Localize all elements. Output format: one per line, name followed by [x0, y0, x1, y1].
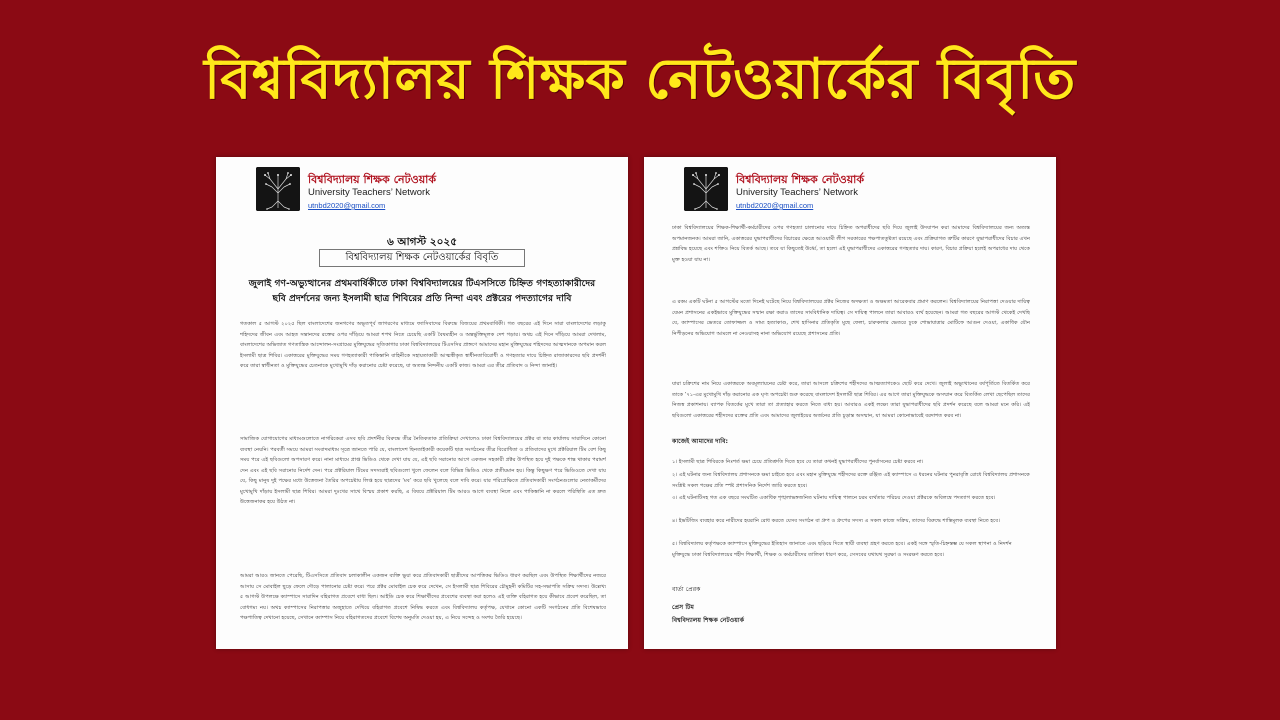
network-logo-icon: [256, 167, 300, 211]
org-name-bangla: বিশ্ববিদ্যালয় শিক্ষক নেটওয়ার্ক: [736, 173, 865, 186]
signature-org: বিশ্ববিদ্যালয় শিক্ষক নেটওয়ার্ক: [672, 617, 745, 624]
demand-item: ৪। ইভটিজিং ব্যবহার করে নারীদের হয়রানি রোধ করতে যেসব সংগঠন বা গ্রুপ ও গ্রুপের সদস্য এ সকল কাজে সক্রিয়, তাদের বিরুদ্ধে শাস্তিমূলক ব্যবস্থা নিতে হবে।: [672, 518, 1000, 524]
demand-item: ৫। বিশ্ববিদ্যালয় কর্তৃপক্ষকে ক্যাম্পাসে মুক্তিযুদ্ধের ইতিহাস জানাতে এবং ছড়িয়ে দিতে স্থায়ী ব্যবস্থা গ্রহণ করতে হবে। একই সঙ্গে স্মৃতি-চিহ্নস্তম্ভ যে সকল স্থাপনা ও নিদর্শন মুক্তিযুদ্ধে ঢাকা বিশ্ববিদ্যালয়ের শহীদ শিক্ষার্থী, শিক্ষক ও কর্মচারীদের তালিকা ধারণ করে, সেসবের যথাযথ সুরক্ষা ও সংরক্ষণ করতে হবে।: [672, 541, 1012, 558]
paragraph: সামাজিক যোগাযোগের মাধ্যমগুলোতে নাগরিকেরা এসব ছবি প্রদর্শনীর বিরুদ্ধে তীব্র নৈতিকতাক প্রতিক্রিয়া দেখালেও ঢাকা বিশ্ববিদ্যালয়ের প্রক্টর বা তার কার্যালয় সারাদিনে কোনো ব্যবস্থা নেয়নি। পরবর্তী সময়ে আমরা সংবাদমাধ্যম সূত্রে জানতে পারি যে, বাংলাদেশ ছিনতাইকারী কয়েকটি ছাত্র সংগঠনের তীব্র বিরোধিতা ও প্রতিবাদের মুখে প্রক্টরিয়াল টিম বেশ কিছু সময় পরে এই ছবিগুলো অপসারণ করে। নানা মাধ্যমে প্রাপ্ত ভিডিও থেকে দেখা যায় যে, এই ছবি সরানোর আগে একজন সহকারী প্রক্টর উপস্থিত হয়ে দুই পক্ষকে শান্ত থাকার পরামর্শ দেন এবং এই ছবি সরানোর নির্দেশ দেন। পরে প্রক্টরিয়াল টিমের সদস্যরাই ছবিগুলো খুলে ফেলেন বলে বিভিন্ন ভিডিও থেকে প্রতীয়মান হয়। কিন্তু কিছুক্ষণ পরে ভিডিওতে দেখা যায় যে, কিছু মানুষ দুই পক্ষের মধ্যে উত্তেজনা তৈরির অপচেষ্টায় লিপ্ত হয়ে ছাত্রদের ‘মব’ করে ছবি খুলেছে বলে দাবি করে। যার পরিপ্রেক্ষিতে প্রতিবাদকারী সংগঠনগুলোর নেতাকর্মীদের মুখোমুখি দাঁড়ায় ইসলামী ছাত্র শিবির। আমরা দুঃখের সাথে বিস্ময় প্রকাশ করছি, এ বিষয়ে প্রক্টরিয়াল টিম আরও আগে ব্যবস্থা নিলে এবং পাকিস্তানি না করলে পরিস্থিতি এত দ্রুত উত্তেজনাকর হয়ে উঠত না।: [240, 436, 606, 505]
paragraph: আমরা আরও জানতে পেরেছি, টিএসসিতে প্রতিবাদ চলাকালীন একজন ব্যক্তি ভুয়া করে প্রতিবাদকারী ছাত্রীদের আপত্তিকর ভিডিও ধারণ করছিল এবং উপস্থিত শিক্ষার্থীদের নজরে আসায় সে মোবাইল ছুড়ে ফেলে দৌড়ে পালানোর চেষ্টা করে। পরে প্রক্টর মোবাইল চেক করে দেখেন, সে ইসলামী ছাত্র শিবিরের চৌমুহনী কমিটির সহ-সভাপতি সক্রিয় সদস্য। উল্লেখ্য ৫ আগস্ট উপলক্ষে ক্যাম্পাসে সারাদিন বহিরাগত প্রবেশে বাধা ছিল। আইডি চেক করে শিক্ষার্থীদের প্রবেশের ব্যবস্থা করা হলেও এই ব্যক্তি বহিরাগত হয়ে কীভাবে প্রবেশ করেছিল, তা বোধগম্য নয়। অথচ ক্যাম্পাসের নিরাপত্তার অজুহাতে দেখিয়ে বহিরাগত প্রবেশে নিষিদ্ধ করতে এবং বিশ্ববিদ্যালয় কর্তৃপক্ষ, যেখানে কোনো একটি সংগঠনের প্রতি বিশেষভাবে পক্ষপাতিত্ব দেখানো হয়েছে, সেখানে ক্যাম্পাস নিয়ে বহিরাগতদের প্রবেশে বিশেষ অনুমতি দেওয়া হয়, এ নিয়ে সন্দেহ ও সংশয় তৈরি হয়েছে।: [240, 573, 606, 621]
letterhead: [256, 167, 556, 215]
demand-item: ৩। এই ঘটনাটিসহ গত এক বছরে সংঘটিত একাধিক শৃঙ্খলাভঙ্গজনিত ঘটনায় দায়িত্ব পালনে চরম ব্যর্থতার পরিচয় দেওয়া প্রক্টরকে অবিলম্বে পদত্যাগ করতে হবে।: [672, 495, 996, 501]
network-logo-icon: [684, 167, 728, 211]
letterhead: [684, 167, 984, 215]
paragraph: যারা চক্রিশের নাম নিয়ে একাত্তরকে অবমূল্যায়নের চেষ্টা করে, তারা আসলে চক্রিশের শহীদদের আত্মত্যাগকেও ছোট করে দেখে। জুলাই অভ্যুত্থানের বর্ষপূর্তিতে বিতর্কিত করে তাকে ’৭১-এর মুখোমুখি দাঁড় করানোর এক ঘৃণ্য অপচেষ্টা শুরু করেছে বাংলাদেশ ইসলামী ছাত্র শিবির। এর আগে তারা মুক্তিযুদ্ধকে অসম্মান করে বিতর্কিত লেখা ছেপেছিল তাদের নিজস্ব প্রকাশনায়। ব্যাপক বিতর্কের মুখে তারা তা প্রত্যাহার করতে নিতে বাধ্য হয়। আবারও একই লক্ষ্যে তারা যুদ্ধাপরাধীদের ছবি প্রদর্শন করেছে বলে আমরা মনে করি। এই ছবিগুলো একাত্তরের শহীদদের রক্তের প্রতি এবং আমাদের জুলাইয়ের অর্জনের প্রতি চূড়ান্ত অসম্মান, যা আমরা কোনোভাবেই বরদাশত করব না।: [672, 381, 1030, 419]
statement-page-2: [644, 157, 1056, 649]
org-email-link[interactable]: utnbd2020@gmail.com: [736, 201, 814, 210]
headline-title: বিশ্ববিদ্যালয় শিক্ষক নেটওয়ার্কের বিবৃতি: [204, 47, 1076, 112]
statement-date: ৬ আগস্ট ২০২৫: [386, 236, 458, 248]
demand-item: ১। ইসলামী ছাত্র শিবিরকে নিঃশর্ত ক্ষমা চেয়ে প্রতিশ্রুতি দিতে হবে যে তারা কখনই যুদ্ধাপরাধীদের পুনর্বাসনের চেষ্টা করবে না।: [672, 459, 924, 465]
demands-heading: কাজেই আমাদের দাবি:: [672, 438, 728, 445]
signature-team: প্রেস টিম: [672, 604, 694, 611]
paragraph: গতকাল ৫ আগস্ট ২০২৫ ছিল বাংলাদেশের জনগণের অভূতপূর্ব জাগরণের মাধ্যমে ফ্যাসিবাদের বিরুদ্ধে বিজয়ের প্রথমবার্ষিকী। গত বছরের এই দিনে সারা বাংলাদেশের লড়াকু শহিদদের জীবন এবং আহত সন্তানদের রক্তের ওপর দাঁড়িয়ে আমরা শপথ নিতে চেয়েছি একটি বৈষম্যহীন ও অন্তর্ভুক্তিমূলক দেশ গড়ার। অথচ এই দিনে দাঁড়িয়ে আমরা দেখলাম, বাংলাদেশের অভিজাত গণতান্ত্রিক আন্দোলন-সংগ্রামের মুক্তিযুদ্ধের সূতিকাগার ঢাকা বিশ্ববিদ্যালয়ের টিএসসির প্রাঙ্গণে আমাদের মহান মুক্তিযুদ্ধের শহিদদের আত্মদানকে অপমান করল ইসলামী ছাত্র শিবির। একাত্তরের মুক্তিযুদ্ধের সময় গণহত্যাকারী পাকিস্তানি বাহিনীকে সহায়তাকারী আত্মস্বীকৃত স্বাধীনতাবিরোধী ও গণহত্যার দায়ে চিহ্নিত রাজাকারদের ছবি প্রদর্শনী করে তারা স্বাধীনতা ও মুক্তিযুদ্ধের চেতনাকে মুখোমুখি দাঁড় করানোর চেষ্টা করেছে, যা অত্যন্ত নিন্দনীয় একটি কাজ। আমরা এর তীব্র প্রতিবাদ ও নিন্দা জানাই।: [240, 321, 606, 369]
org-email-link[interactable]: utnbd2020@gmail.com: [308, 201, 386, 210]
org-name-bangla: বিশ্ববিদ্যালয় শিক্ষক নেটওয়ার্ক: [308, 173, 437, 186]
demand-item: ২। এই ঘটনার জন্য বিশ্ববিদ্যালয় প্রশাসনকে ক্ষমা চাইতে হবে এবং মহান মুক্তিযুদ্ধে শহীদদের রক্তে রঞ্জিত এই ক্যাম্পাসে এ ধরনের ঘটনার পুনরাবৃত্তি রোধে বিশ্ববিদ্যালয় প্রশাসনকে সংশ্লিষ্ট সকল পক্ষের প্রতি স্পষ্ট প্রশাসনিক নির্দেশ জারি করতে হবে।: [672, 472, 1030, 489]
paragraph: ঢাকা বিশ্ববিদ্যালয়ের শিক্ষক-শিক্ষার্থী-কর্মচারীদের ওপর গণহত্যা চালানোর দায়ে চিহ্নিত অপরাধীদের ছবি দিয়ে জুলাই উদযাপন করা আমাদের বিশ্ববিদ্যালয়ের জন্য অত্যন্ত অপমানজনক। আমরা জানি, একাত্তরের যুদ্ধাপরাধীদের বিচারের ক্ষেত্রে আওয়ামী লীগ সরকারের পক্ষপাততুষ্টতা রয়েছে এবং প্রক্রিয়াগত ত্রুটির কারণে যুদ্ধাপরাধীদের বিচার এখন প্রশ্নবিদ্ধ হয়েছে এবং শক্তিও নিয়ে বিতর্ক আছে। তবে যা কিছুতেই উর্ধ্বে, তা হলো এই যুদ্ধাপরাধীদের একাত্তরের গণহত্যার দায়। কারণ, বিচার প্রক্রিয়া হলেই অপরাধের দায় থেকে মুক্ত হওয়া যায় না।: [672, 225, 1030, 263]
org-name-english: University Teachers’ Network: [308, 187, 430, 198]
paragraph: এ রকম একটি ঘটনা ৫ আগস্টের মতো দিনেই ঘটেছে নিয়ে বিশ্ববিদ্যালয়ের প্রক্টর নিজের অদক্ষতা ও অক্ষমতা আরেকবার প্রমাণ করলেন। বিশ্ববিদ্যালয়ের নিরাপত্তা দেওয়ার দায়িত্ব যেমন প্রশাসনের একইভাবে মুক্তিযুদ্ধের সম্মান রক্ষা করাও তাদের সাংবিধানিক দায়িত্ব। সে দায়িত্ব পালনে তারা আবারও ব্যর্থ হয়েছেন। আমরা গত বছরের আগস্ট থেকেই দেখছি যে, ক্যাম্পাসের ভেতরে তোফাজ্জল ও সাম্য হত্যাকাণ্ড, শেখ হাসিনার প্রতিকৃতি মুছে ফেলা, চারুকলার ভেতরে ঢুকে শোভাযাত্রার মোটিফে আগুন দেওয়া, একাধিক যৌন নিপীড়নের অভিযোগ আমলে না নেওয়াসহ নানা অভিযোগ রয়েছে প্রশাসনের প্রতি।: [672, 299, 1030, 337]
statement-title-box: বিশ্ববিদ্যালয় শিক্ষক নেটওয়ার্কের বিবৃতি: [319, 249, 525, 267]
org-name-english: University Teachers’ Network: [736, 187, 858, 198]
statement-page-1: [216, 157, 628, 649]
signature-sender: বার্তা প্রেরক: [672, 586, 701, 593]
statement-subject: জুলাই গণ-অভ্যুত্থানের প্রথমবার্ষিকীতে ঢাকা বিশ্ববিদ্যালয়ের টিএসসিতে চিহ্নিত গণহত্যাকারীদের ছবি প্রদর্শনের জন্য ইসলামী ছাত্র শিবিরের প্রতি নিন্দা এবং প্রক্টরের পদত্যাগের দাবি: [248, 278, 596, 304]
